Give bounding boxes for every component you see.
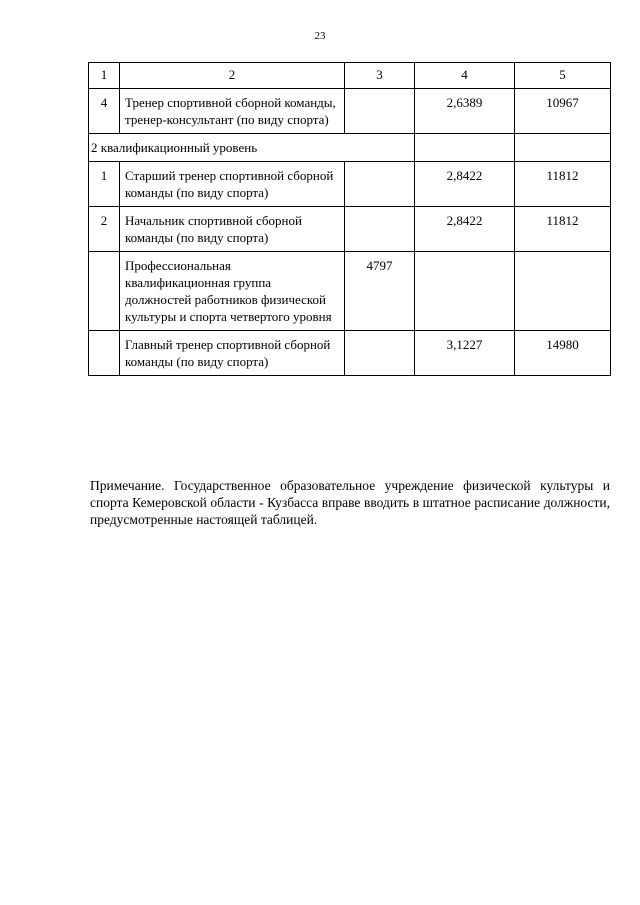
group-name: Профессиональная квалификационная группа должностей работников физической культуры и спорта четвертого уровня <box>120 252 345 331</box>
salary <box>515 252 611 331</box>
header-cell: 2 <box>120 63 345 89</box>
row-number: 4 <box>89 89 120 134</box>
salary: 14980 <box>515 331 611 376</box>
position-name: Начальник спортивной сборной команды (по виду спорта) <box>120 207 345 252</box>
row-number <box>89 252 120 331</box>
header-cell: 3 <box>345 63 415 89</box>
base-salary <box>345 207 415 252</box>
table-row <box>89 252 611 331</box>
table-row <box>89 331 611 376</box>
base-salary: 4797 <box>345 252 415 331</box>
row-number: 1 <box>89 162 120 207</box>
base-salary <box>345 331 415 376</box>
table-header-row <box>89 63 611 89</box>
table-row <box>89 162 611 207</box>
header-cell: 5 <box>515 63 611 89</box>
header-cell: 1 <box>89 63 120 89</box>
table-note: Примечание. Государственное образовательное учреждение физической культуры и спорта Кемеровской области - Кузбасса вправе вводить в штатное расписание должности, предусмотренные настоящей таблицей. <box>90 478 610 527</box>
empty-cell <box>515 134 611 162</box>
position-name: Старший тренер спортивной сборной команды (по виду спорта) <box>120 162 345 207</box>
coefficient: 2,8422 <box>415 162 515 207</box>
coefficient <box>415 252 515 331</box>
level-row <box>89 134 611 162</box>
qualification-level: 2 квалификационный уровень <box>89 134 415 162</box>
header-cell: 4 <box>415 63 515 89</box>
salary: 10967 <box>515 89 611 134</box>
salary: 11812 <box>515 162 611 207</box>
base-salary <box>345 89 415 134</box>
base-salary <box>345 162 415 207</box>
salary-table <box>88 62 611 376</box>
row-number <box>89 331 120 376</box>
empty-cell <box>415 134 515 162</box>
coefficient: 2,6389 <box>415 89 515 134</box>
position-name: Главный тренер спортивной сборной команды (по виду спорта) <box>120 331 345 376</box>
coefficient: 3,1227 <box>415 331 515 376</box>
position-name: Тренер спортивной сборной команды, тренер-консультант (по виду спорта) <box>120 89 345 134</box>
coefficient: 2,8422 <box>415 207 515 252</box>
salary: 11812 <box>515 207 611 252</box>
row-number: 2 <box>89 207 120 252</box>
table-row <box>89 207 611 252</box>
page-number: 23 <box>314 30 326 42</box>
table-row <box>89 89 611 134</box>
